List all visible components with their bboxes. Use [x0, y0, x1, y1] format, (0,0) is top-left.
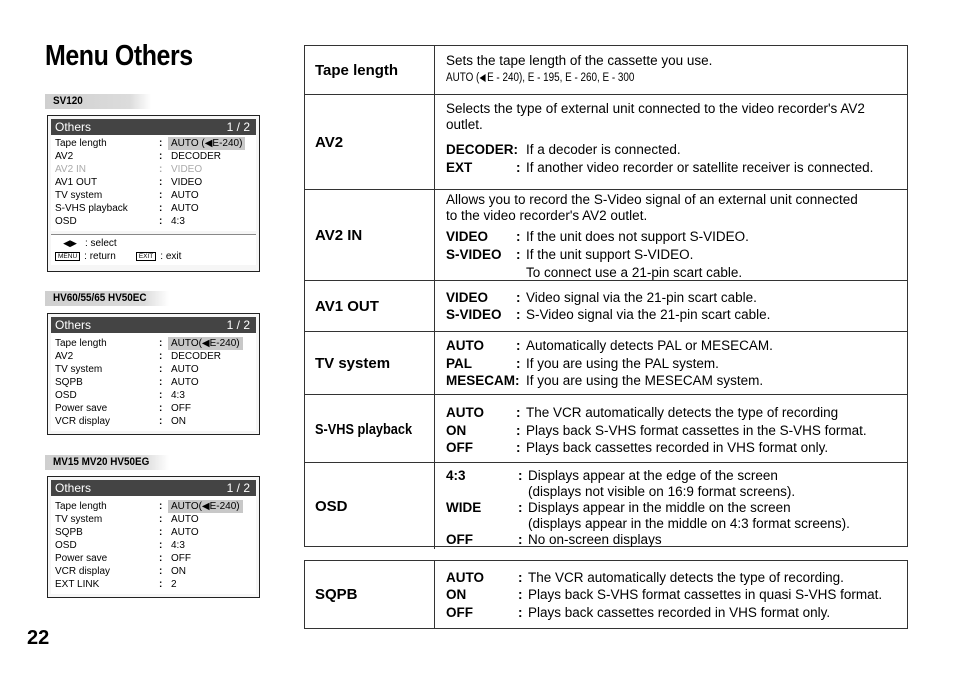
option-key: PAL [446, 356, 472, 371]
row-heading: TV system [305, 332, 435, 395]
menu-row-colon: : [159, 501, 163, 512]
menu-row-value: AUTO(◀E-240) [168, 337, 243, 350]
option-value: If the unit does not support S-VIDEO. [526, 229, 749, 244]
row-heading: AV2 IN [305, 190, 435, 281]
table-row [305, 462, 907, 549]
row-description [436, 332, 907, 395]
row-heading: S-VHS playback [305, 395, 435, 463]
menu-row-value: 2 [171, 579, 177, 590]
row-description [436, 95, 907, 190]
option-key: OFF [446, 605, 473, 620]
menu-row [55, 215, 256, 228]
menu-row-value: AUTO [171, 377, 199, 388]
menu-row-colon: : [159, 390, 163, 401]
menu-row-colon: : [159, 351, 163, 362]
menu-row-label: Tape length [55, 501, 107, 512]
osd-menu-panel [47, 313, 260, 435]
menu-row [55, 402, 256, 415]
osd-menu-header [51, 480, 256, 496]
menu-row-label: VCR display [55, 416, 111, 427]
menu-row-value: AUTO [171, 190, 199, 201]
row-heading: AV1 OUT [305, 281, 435, 332]
option-value: Plays back cassettes recorded in VHS format only. [528, 605, 831, 620]
menu-row-label: TV system [55, 364, 103, 375]
menu-row-value: ON [171, 416, 186, 427]
exit-key-icon: EXIT [136, 252, 156, 261]
table-row [305, 280, 907, 332]
menu-row [55, 526, 256, 539]
colon: : [518, 587, 523, 602]
menu-row-value: VIDEO [171, 177, 203, 188]
model-tag: MV15 MV20 HV50EG [45, 455, 169, 470]
row-heading: OSD [305, 463, 435, 549]
menu-row-value: OFF [171, 553, 191, 564]
option-value: If the unit support S-VIDEO. [526, 247, 694, 262]
menu-row-value: 4:3 [171, 216, 185, 227]
menu-row-label: S-VHS playback [55, 203, 128, 214]
colon: : [518, 500, 523, 515]
option-key: 4:3 [446, 468, 466, 483]
option-key: ON [446, 423, 467, 438]
menu-title: Others [55, 318, 92, 332]
menu-row-colon: : [159, 164, 163, 175]
menu-row-colon: : [159, 203, 163, 214]
menu-row-label: SQPB [55, 377, 83, 388]
option-key: VIDEO [446, 229, 489, 244]
menu-row-value: AUTO [171, 514, 199, 525]
table-row [305, 94, 907, 190]
menu-title: Others [55, 120, 92, 134]
menu-row-label: OSD [55, 540, 77, 551]
menu-row [55, 363, 256, 376]
menu-row-value: 4:3 [171, 390, 185, 401]
option-value: (displays appear in the middle on 4:3 format screens). [528, 516, 850, 531]
menu-row-colon: : [159, 151, 163, 162]
osd-menu-header [51, 119, 256, 135]
menu-row-label: Power save [55, 403, 108, 414]
menu-row-colon: : [159, 403, 163, 414]
menu-row-colon: : [159, 416, 163, 427]
option-key: S-VIDEO [446, 307, 502, 322]
menu-row [55, 189, 256, 202]
colon: : [516, 290, 521, 305]
option-key: DECODER: [446, 142, 519, 157]
osd-menu-header [51, 317, 256, 333]
menu-row [55, 137, 256, 150]
model-tag: HV60/55/65 HV50EC [45, 291, 169, 306]
footer-exit: : exit [160, 251, 182, 262]
settings-table [304, 45, 908, 547]
option-value: Plays back S-VHS format cassettes in quasi S-VHS format. [528, 587, 883, 602]
table-row [305, 189, 907, 281]
menu-row-label: AV2 [55, 351, 74, 362]
menu-row [55, 415, 256, 428]
menu-row-colon: : [159, 514, 163, 525]
menu-row-label: AV1 OUT [55, 177, 98, 188]
colon: : [516, 338, 521, 353]
menu-row [55, 500, 256, 513]
option-key: S-VIDEO [446, 247, 502, 262]
menu-row [55, 176, 256, 189]
menu-row [55, 565, 256, 578]
menu-row-colon: : [159, 579, 163, 590]
menu-row-colon: : [159, 216, 163, 227]
menu-row [55, 337, 256, 350]
menu-row-value: DECODER [171, 351, 222, 362]
option-value: If you are using the MESECAM system. [526, 373, 764, 388]
option-value: The VCR automatically detects the type of recording. [528, 570, 844, 585]
menu-row-label: EXT LINK [55, 579, 100, 590]
option-value: Displays appear at the edge of the screen [528, 468, 778, 483]
model-tag: SV120 [45, 94, 151, 109]
menu-row-value: AUTO [171, 364, 199, 375]
menu-row-label: Power save [55, 553, 108, 564]
menu-row-label: OSD [55, 390, 77, 401]
option-key: AUTO [446, 570, 485, 585]
page-title: Menu Others [45, 40, 193, 72]
menu-row [55, 350, 256, 363]
option-value: (displays not visible on 16:9 format screens). [528, 484, 796, 499]
menu-title: Others [55, 481, 92, 495]
menu-row-label: TV system [55, 190, 103, 201]
table-row [305, 561, 907, 628]
colon: : [516, 405, 521, 420]
row-description [436, 561, 907, 628]
menu-row-value: AUTO [171, 203, 199, 214]
colon: : [516, 423, 521, 438]
menu-row-colon: : [159, 553, 163, 564]
menu-row-value: AUTO [171, 527, 199, 538]
description-text: Selects the type of external unit connected to the video recorder's AV2 [446, 101, 865, 116]
menu-row-colon: : [159, 190, 163, 201]
menu-row-colon: : [159, 138, 163, 149]
row-description [436, 463, 907, 549]
option-value: Video signal via the 21-pin scart cable. [526, 290, 757, 305]
menu-row-value: AUTO (◀E-240) [168, 137, 245, 150]
description-text: outlet. [446, 117, 483, 132]
menu-row-colon: : [159, 177, 163, 188]
colon: : [516, 356, 521, 371]
navigate-arrows-icon: ◀▶ [63, 238, 77, 248]
menu-row [55, 163, 256, 176]
row-description [436, 190, 907, 281]
description-text: to the video recorder's AV2 outlet. [446, 208, 648, 223]
menu-page: 1 / 2 [226, 120, 250, 134]
menu-row [55, 389, 256, 402]
menu-row-value: AUTO(◀E-240) [168, 500, 243, 513]
menu-row-colon: : [159, 527, 163, 538]
description-text: Allows you to record the S-Video signal of an external unit connected [446, 192, 858, 207]
option-value: The VCR automatically detects the type of recording [526, 405, 839, 420]
row-heading: Tape length [305, 46, 435, 94]
option-value: Plays back cassettes recorded in VHS format only. [526, 440, 829, 455]
menu-row-colon: : [159, 364, 163, 375]
option-value: To connect use a 21-pin scart cable. [526, 265, 743, 280]
menu-row-label: Tape length [55, 338, 107, 349]
options-list: E - 240), E - 195, E - 260, E - 300 [487, 72, 635, 84]
menu-row-colon: : [159, 338, 163, 349]
menu-row [55, 376, 256, 389]
menu-row-value: 4:3 [171, 540, 185, 551]
menu-row [55, 150, 256, 163]
colon: : [516, 229, 521, 244]
menu-row-colon: : [159, 566, 163, 577]
menu-row-value: OFF [171, 403, 191, 414]
colon: : [516, 440, 521, 455]
menu-row-label: OSD [55, 216, 77, 227]
menu-row-value: DECODER [171, 151, 222, 162]
menu-row-label: TV system [55, 514, 103, 525]
option-key: VIDEO [446, 290, 489, 305]
option-value: Automatically detects PAL or MESECAM. [526, 338, 773, 353]
option-value: If a decoder is connected. [526, 142, 681, 157]
osd-menu-panel [47, 476, 260, 598]
row-description [436, 395, 907, 463]
osd-menu-footer [51, 234, 256, 265]
option-value: Plays back S-VHS format cassettes in the S-VHS format. [526, 423, 867, 438]
option-key: AUTO [446, 405, 485, 420]
footer-return: : return [84, 251, 116, 262]
option-value: Displays appear in the middle on the screen [528, 500, 791, 515]
table-row [305, 46, 907, 94]
page-number: 22 [27, 627, 50, 649]
table-row [305, 331, 907, 395]
osd-menu-panel [47, 115, 260, 272]
menu-row [55, 578, 256, 591]
option-key: WIDE [446, 500, 482, 515]
menu-row-value: ON [171, 566, 186, 577]
left-triangle-icon [479, 74, 485, 82]
menu-row [55, 202, 256, 215]
menu-row-label: Tape length [55, 138, 107, 149]
menu-row [55, 513, 256, 526]
row-heading: AV2 [305, 95, 435, 190]
menu-row-colon: : [159, 377, 163, 388]
options-prefix: AUTO ( [446, 72, 480, 84]
option-key: OFF [446, 532, 473, 547]
menu-page: 1 / 2 [226, 318, 250, 332]
option-key: OFF [446, 440, 473, 455]
menu-row-label: AV2 [55, 151, 74, 162]
option-value: S-Video signal via the 21-pin scart cable. [526, 307, 771, 322]
menu-row [55, 539, 256, 552]
colon: : [516, 247, 521, 262]
description-text: Sets the tape length of the cassette you use. [446, 53, 713, 68]
footer-select: : select [85, 238, 117, 249]
colon: : [516, 307, 521, 322]
colon: : [516, 160, 521, 175]
option-value: If you are using the PAL system. [526, 356, 719, 371]
option-value: No on-screen displays [528, 532, 662, 547]
row-heading: SQPB [305, 561, 435, 628]
sqpb-table [304, 560, 908, 629]
tape-options [446, 72, 634, 84]
row-description [436, 281, 907, 332]
menu-row [55, 552, 256, 565]
menu-row-label: SQPB [55, 527, 83, 538]
table-row [305, 394, 907, 463]
option-key: EXT [446, 160, 473, 175]
colon: : [518, 532, 523, 547]
option-key: ON [446, 587, 467, 602]
menu-row-colon: : [159, 540, 163, 551]
option-key: AUTO [446, 338, 485, 353]
menu-row-value: VIDEO [171, 164, 203, 175]
row-description [436, 46, 907, 94]
menu-key-icon: MENU [55, 252, 80, 261]
colon: : [518, 605, 523, 620]
option-value: If another video recorder or satellite receiver is connected. [526, 160, 874, 175]
option-key: MESECAM: [446, 373, 520, 388]
menu-page: 1 / 2 [226, 481, 250, 495]
colon: : [518, 570, 523, 585]
menu-row-label: AV2 IN [55, 164, 86, 175]
menu-row-label: VCR display [55, 566, 111, 577]
colon: : [518, 468, 523, 483]
